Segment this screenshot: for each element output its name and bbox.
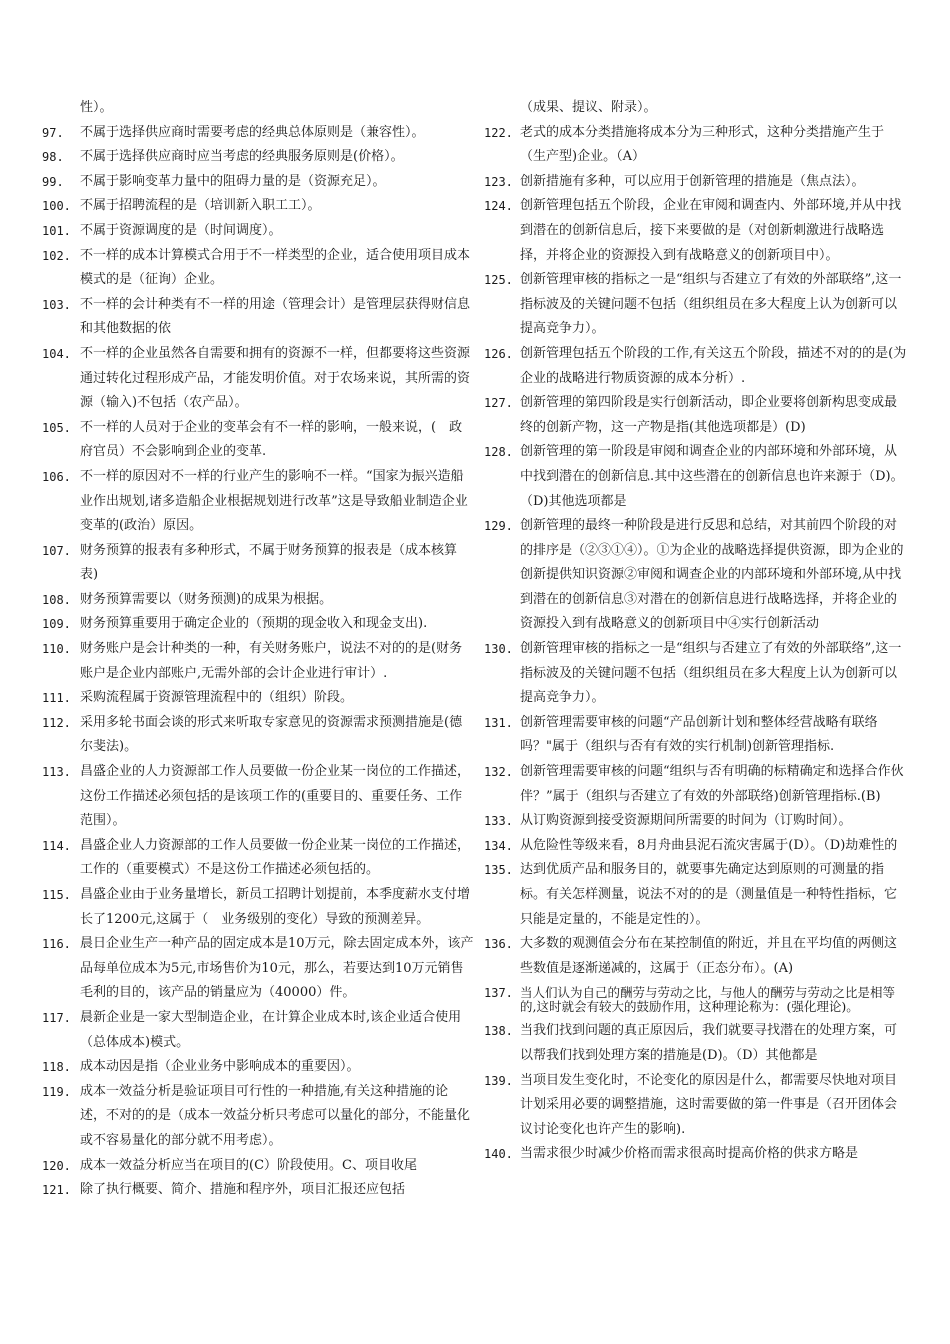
item-number: 129. bbox=[484, 519, 513, 534]
item-text: 创新管理需要审核的问题“产品创新计划和整体经营战略有联络吗？"属于（组织与否有有效的实行机制)创新管理指标. bbox=[520, 714, 878, 755]
item-text: 创新管理包括五个阶段，企业在审阅和调查内、外部环境,并从中找到潜在的创新信息后，接下来要做的是（对创新刺激进行战略选择，并将企业的资源投入到有战略意义的创新项目中）。 bbox=[520, 198, 902, 263]
item-text: 财务预算重要用于确定企业的（预期的现金收入和现金支出). bbox=[80, 616, 428, 632]
item-text: 不一样的人员对于企业的变革会有不一样的影响，一般来说，( 政府官员）不会影响到企业的变革. bbox=[80, 419, 463, 460]
item-text: 不属于资源调度的是（时间调度）。 bbox=[80, 222, 282, 238]
item-text: 创新措施有多种，可以应用于创新管理的措施是（焦点法）。 bbox=[520, 173, 865, 189]
item-number: 104. bbox=[42, 346, 71, 361]
list-item bbox=[42, 244, 474, 293]
list-item bbox=[42, 194, 474, 219]
item-text: 创新管理需要审核的问题“组织与否有明确的标精确定和选择合作伙伴？”属于（组织与否建立了有效的外部联络)创新管理指标.(B) bbox=[520, 764, 904, 804]
item-number: 127. bbox=[484, 396, 513, 411]
list-item bbox=[42, 760, 474, 834]
item-number: 119. bbox=[42, 1084, 71, 1099]
list-item bbox=[484, 858, 908, 932]
list-item bbox=[484, 121, 908, 170]
list-item bbox=[42, 588, 474, 613]
list-item bbox=[484, 342, 908, 391]
item-number: 111. bbox=[42, 691, 71, 706]
list-item bbox=[484, 981, 908, 1019]
item-text: 达到优质产品和服务目的，就要事先确定达到原则的可测量的指标。有关怎样测量，说法不对的的是（测量值是一种特性指标，它只能是定量的，不能是定性的）。 bbox=[520, 862, 898, 927]
list-item bbox=[42, 932, 474, 1006]
item-number: 115. bbox=[42, 888, 71, 902]
list-item bbox=[42, 219, 474, 244]
item-number: 113. bbox=[42, 765, 71, 780]
list-item bbox=[484, 760, 908, 809]
left-column bbox=[42, 96, 474, 1203]
item-number: 130. bbox=[484, 642, 513, 657]
item-number: 136. bbox=[484, 937, 513, 952]
list-item bbox=[484, 711, 908, 760]
item-text: 大多数的观测值会分布在某控制值的附近，并且在平均值的两侧这些数值是逐渐递减的，这属于（正态分布）。(A) bbox=[520, 936, 898, 976]
list-item bbox=[484, 834, 908, 859]
item-number: 97. bbox=[42, 125, 64, 140]
item-number: 137. bbox=[484, 986, 513, 1001]
list-item bbox=[42, 1006, 474, 1055]
left-carryover-text: 性）。 bbox=[80, 100, 113, 115]
item-number: 110. bbox=[42, 642, 71, 657]
item-text: 当项目发生变化时，不论变化的原因是什么，都需要尽快地对项目计划采用必要的调整措施，这时需要做的第一件事是（召开团体会议讨论变化也许产生的影响). bbox=[520, 1072, 898, 1137]
list-item bbox=[42, 145, 474, 170]
item-text: 创新管理的第四阶段是实行创新活动，即企业要将创新构思变成最终的创新产物，这一产物是指(其他选项都是）(D) bbox=[520, 395, 898, 435]
list-item bbox=[484, 268, 908, 342]
list-item bbox=[484, 1019, 908, 1068]
item-text: 昌盛企业由于业务量增长，新员工招聘计划提前，本季度薪水支付增长了1200元,这属于（ 业务级别的变化）导致的预测差异。 bbox=[80, 887, 471, 927]
item-number: 112. bbox=[42, 715, 71, 730]
item-number: 101. bbox=[42, 223, 71, 238]
item-text: 创新管理审核的指标之一是“组织与否建立了有效的外部联络”,这一指标波及的关键问题不包括（组织组员在多大程度上认为创新可以提高竞争力）。 bbox=[520, 272, 902, 337]
item-text: 不一样的成本计算模式合用于不一样类型的企业，适合使用项目成本模式的是（征询）企业。 bbox=[80, 247, 471, 288]
item-text: 晨新企业是一家大型制造企业，在计算企业成本时,该企业适合使用（总体成本)模式。 bbox=[80, 1009, 462, 1050]
list-item bbox=[42, 1178, 474, 1203]
item-text: 成本动因是指（企业业务中影响成本的重要因）。 bbox=[80, 1059, 360, 1075]
item-number: 102. bbox=[42, 248, 71, 263]
item-text: 不一样的原因对不一样的行业产生的影响不一样。“国家为振兴造船业作出规划,诸多造船企业根据规划进行改革”这是导致船业制造企业变革的(政治）原因。 bbox=[80, 468, 468, 534]
list-item bbox=[484, 932, 908, 981]
item-number: 105. bbox=[42, 420, 71, 435]
item-number: 122. bbox=[484, 125, 513, 140]
item-number: 106. bbox=[42, 469, 71, 484]
item-text: 采购流程属于资源管理流程中的（组织）阶段。 bbox=[80, 690, 354, 706]
item-text: 不一样的会计种类有不一样的用途（管理会计）是管理层获得财信息和其他数据的依 bbox=[80, 296, 471, 337]
list-item bbox=[42, 637, 474, 686]
item-text: 从危险性等级来看，8月舟曲县泥石流灾害属于(D）。（D)劫难性的 bbox=[520, 837, 898, 853]
item-text: 不属于选择供应商时应当考虑的经典服务原则是(价格）。 bbox=[80, 149, 404, 165]
item-number: 116. bbox=[42, 937, 71, 952]
item-number: 134. bbox=[484, 838, 513, 853]
item-number: 120. bbox=[42, 1158, 71, 1173]
item-number: 133. bbox=[484, 814, 513, 829]
item-number: 140. bbox=[484, 1147, 513, 1162]
item-text: 不属于选择供应商时需要考虑的经典总体原则是（兼容性）。 bbox=[80, 124, 425, 140]
item-text: 不属于招聘流程的是（培训新入职工工）。 bbox=[80, 198, 321, 214]
list-item bbox=[42, 834, 474, 883]
item-text: 当我们找到问题的真正原因后，我们就要寻找潜在的处理方案，可以帮我们找到处理方案的措施是(D)。（D）其他都是 bbox=[520, 1023, 898, 1063]
list-item bbox=[484, 391, 908, 440]
item-text: 创新管理审核的指标之一是“组织与否建立了有效的外部联络”,这一指标波及的关键问题不包括（组织组员在多大程度上认为创新可以提高竞争力）。 bbox=[520, 641, 902, 706]
item-number: 126. bbox=[484, 346, 513, 361]
list-item bbox=[42, 612, 474, 637]
item-number: 135. bbox=[484, 863, 513, 878]
list-item bbox=[484, 1142, 908, 1167]
item-text: 成本一效益分析是验证项目可行性的一种措施,有关这种措施的论述，不对的的是（成本一效益分析只考虑可以量化的部分，不能量化或不容易量化的部分就不用考虑）。 bbox=[80, 1083, 471, 1148]
item-text: 昌盛企业人力资源部的工作人员要做一份企业某一岗位的工作描述，工作的（重要模式）不是这份工作描述必须包括的。 bbox=[80, 837, 471, 878]
item-number: 114. bbox=[42, 838, 71, 853]
item-text: 不属于影响变革力量中的阻碍力量的是（资源充足）。 bbox=[80, 173, 386, 189]
item-number: 109. bbox=[42, 617, 71, 632]
list-item bbox=[42, 293, 474, 342]
item-text: 创新管理的第一阶段是审阅和调查企业的内部环境和外部环境，从中找到潜在的创新信息.其中这些潜在的创新信息也许来源于（D)。（D)其他选项都是 bbox=[520, 444, 904, 509]
item-text: 财务预算的报表有多种形式，不属于财务预算的报表是（成本核算表) bbox=[80, 542, 458, 583]
right-carryover-text: （成果、提议、附录）。 bbox=[520, 100, 657, 115]
list-item bbox=[484, 194, 908, 268]
item-number: 125. bbox=[484, 273, 513, 288]
item-text: 不一样的企业虽然各自需要和拥有的资源不一样，但都要将这些资源通过转化过程形成产品，才能发明价值。对于农场来说，其所需的资源（输入)不包括（农产品）。 bbox=[80, 345, 471, 411]
list-item bbox=[484, 637, 908, 711]
item-text: 老式的成本分类措施将成本分为三种形式，这种分类措施产生于（生产型)企业。（A） bbox=[520, 124, 885, 165]
item-text: 除了执行概要、简介、措施和程序外，项目汇报还应包括 bbox=[80, 1182, 406, 1198]
item-number: 123. bbox=[484, 174, 513, 189]
item-text: 晨日企业生产一种产品的固定成本是10万元，除去固定成本外，该产品每单位成本为5元,市场售价为10元，那么，若要达到10万元销售毛利的目的，该产品的销量应为（40000）件。 bbox=[80, 936, 474, 1001]
list-item bbox=[42, 416, 474, 465]
item-number: 118. bbox=[42, 1060, 71, 1075]
item-number: 103. bbox=[42, 297, 71, 312]
item-text: 财务账户是会计种类的一种，有关财务账户，说法不对的的是(财务账户是企业内部账户,无需外部的会计企业进行审计）. bbox=[80, 641, 463, 681]
list-item bbox=[42, 465, 474, 539]
list-item bbox=[42, 883, 474, 932]
item-number: 138. bbox=[484, 1024, 513, 1039]
item-text: 采用多轮书面会谈的形式来听取专家意见的资源需求预测措施是(德尔斐法)。 bbox=[80, 714, 463, 755]
list-item bbox=[484, 1069, 908, 1143]
item-text: 财务预算需要以（财务预测)的成果为根据。 bbox=[80, 591, 333, 607]
list-item bbox=[42, 1055, 474, 1080]
item-number: 99. bbox=[42, 174, 64, 189]
item-number: 128. bbox=[484, 445, 513, 460]
list-item bbox=[42, 170, 474, 195]
list-item bbox=[484, 440, 908, 514]
item-number: 131. bbox=[484, 715, 513, 730]
right-item-list bbox=[484, 121, 908, 1167]
list-item bbox=[42, 1080, 474, 1154]
item-number: 139. bbox=[484, 1073, 513, 1088]
item-number: 124. bbox=[484, 199, 513, 214]
list-item bbox=[42, 539, 474, 588]
item-number: 100. bbox=[42, 199, 71, 214]
list-item bbox=[484, 170, 908, 195]
item-number: 98. bbox=[42, 150, 64, 165]
list-item bbox=[42, 1154, 474, 1179]
item-text: 昌盛企业的人力资源部工作人员要做一份企业某一岗位的工作描述，这份工作描述必须包括的是该项工作的(重要目的、重要任务、工作范围）。 bbox=[80, 764, 471, 829]
item-number: 108. bbox=[42, 592, 71, 607]
list-item bbox=[42, 711, 474, 760]
list-item bbox=[484, 809, 908, 834]
list-item bbox=[42, 342, 474, 416]
item-text: 当需求很少时减少价格而需求很高时提高价格的供求方略是 bbox=[520, 1146, 859, 1162]
list-item bbox=[42, 686, 474, 711]
item-number: 132. bbox=[484, 765, 513, 780]
list-item bbox=[42, 121, 474, 146]
item-text: 当人们认为自己的酬劳与劳动之比，与他人的酬劳与劳动之比是相等的,这时就会有较大的鼓励作用，这种理论称为：(强化理论)。 bbox=[520, 985, 896, 1015]
item-number: 117. bbox=[42, 1010, 71, 1025]
item-text: 创新管理的最终一种阶段是进行反思和总结，对其前四个阶段的对的排序是（②③①④）。①为企业的战略选择提供资源，即为企业的创新提供知识资源②审阅和调查企业的内部环境和外部环境,从中找到潜在的创新信息③对潜在的创新信息进行战略选择，并将企业的资源投入到有战略意义的创新项目中④实行创新活动 bbox=[520, 518, 904, 632]
item-number: 107. bbox=[42, 543, 71, 558]
item-number: 121. bbox=[42, 1183, 71, 1198]
item-text: 成本一效益分析应当在项目的(C）阶段使用。C、项目收尾 bbox=[80, 1157, 417, 1173]
item-text: 创新管理包括五个阶段的工作,有关这五个阶段，描述不对的的是(为企业的战略进行物质资源的成本分析）. bbox=[520, 345, 907, 386]
left-item-list bbox=[42, 121, 474, 1203]
right-column bbox=[484, 96, 908, 1167]
item-text: 从订购资源到接受资源期间所需要的时间为（订购时间）。 bbox=[520, 813, 852, 829]
list-item bbox=[484, 514, 908, 637]
